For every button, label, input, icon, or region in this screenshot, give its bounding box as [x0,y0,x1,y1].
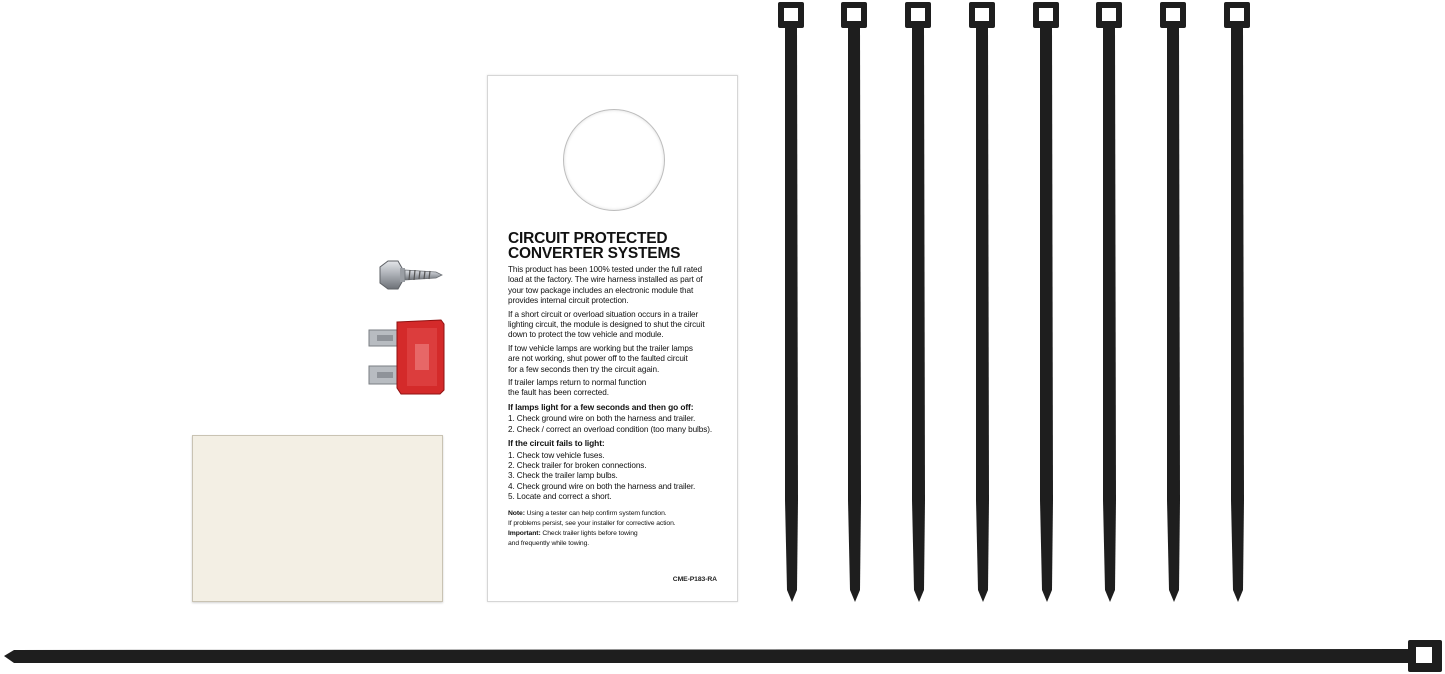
note-line-2: If problems persist, see your installer for corrective action. [508,519,676,527]
list-item: 2. Check trailer for broken connections. [508,460,647,470]
list-item: 1. Check tow vehicle fuses. [508,450,605,460]
important-line-2: and frequently while towing. [508,539,590,547]
list-item: 3. Check the trailer lamp bulbs. [508,471,618,481]
heading-lamps-go-off: If lamps light for a few seconds and then go off: [508,401,694,412]
important-label: Important: [508,529,541,537]
cable-tie-icon [905,2,931,602]
cable-tie-icon [969,2,995,602]
note-label: Note: [508,509,525,517]
text-line: This product has been 100% tested under the full rated [508,265,702,274]
cable-tie-icon [1096,2,1122,602]
text-line: for a few seconds then try the circuit again. [508,364,660,374]
text-line: the fault has been corrected. [508,388,609,398]
text-line: are not working, shut power off to the faulted circuit [508,354,688,364]
text-line: If a short circuit or overload situation occurs in a trailer [508,309,699,319]
text-line: If tow vehicle lamps are working but the trailer lamps [508,343,693,353]
text-line: If trailer lamps return to normal function [508,378,647,388]
text-line: lighting circuit, the module is designed to shut the circuit [508,320,705,330]
text-line: your tow package includes an electronic module that [508,285,694,295]
long-cable-tie-icon [0,636,1445,674]
text-line: provides internal circuit protection. [508,296,629,306]
cable-tie-icon [1033,2,1059,602]
title-line-2: CONVERTER SYSTEMS [508,245,681,262]
cable-tie-icon [841,2,867,602]
note-text: Using a tester can help confirm system function. [526,509,667,517]
text-line: load at the factory. The wire harness installed as part of [508,275,703,285]
part-code: CME-P183-RA [672,576,717,583]
heading-circuit-fails: If the circuit fails to light: [508,438,605,449]
list-item: 2. Check / correct an overload condition (too many bulbs). [508,424,712,434]
cable-tie-icon [1160,2,1186,602]
cable-tie-icon [778,2,804,602]
important-text: Check trailer lights before towing [542,529,638,537]
cable-tie-icon [1224,2,1250,602]
title-line-1: CIRCUIT PROTECTED [508,230,668,247]
list-item: 5. Locate and correct a short. [508,492,612,502]
list-item: 4. Check ground wire on both the harness and trailer. [508,481,696,491]
list-item: 1. Check ground wire on both the harness and trailer. [508,414,696,424]
text-line: down to protect the tow vehicle and module. [508,330,664,340]
